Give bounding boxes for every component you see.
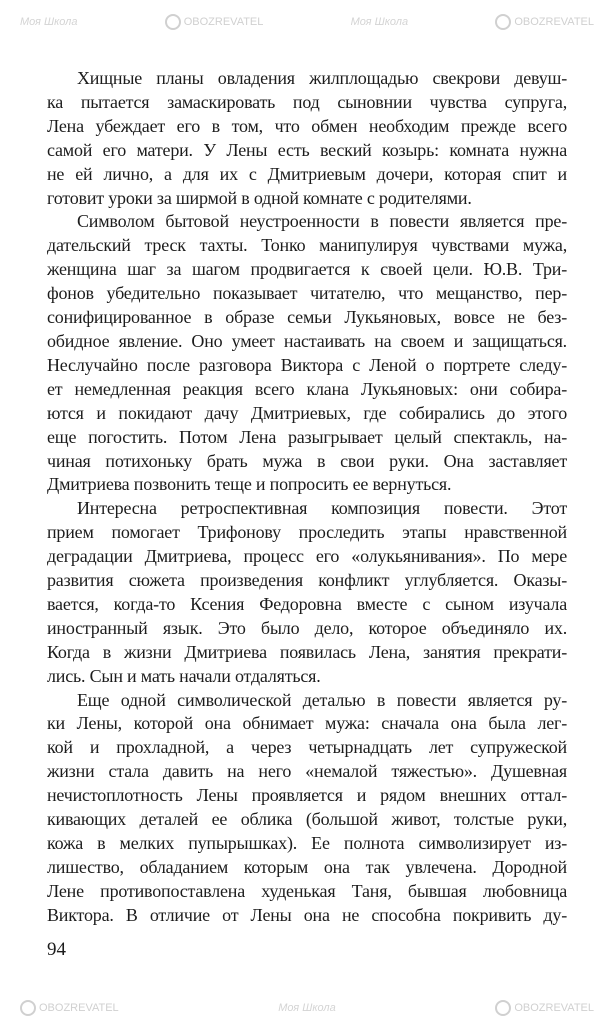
- watermark-partner: OBOZREVATEL: [165, 14, 264, 30]
- text-line: ет немедленная реакция всего клана Лукьяновых: они собира-: [47, 378, 567, 399]
- page-number: 94: [47, 938, 66, 960]
- text-line: кожа в мелких пупырышках). Ее полнота символизирует из-: [47, 833, 567, 853]
- text-line: ки Лены, которой она обнимает мужа: сначала она была лег-: [47, 713, 567, 734]
- text-line: дательский треск тахты. Тонко манипулируя чувствами мужа,: [47, 235, 567, 256]
- text-line: самой его матери. У Лены есть веский козырь: комната нужна: [47, 139, 567, 160]
- paragraph: [47, 497, 567, 688]
- text-line: вается, когда-то Ксения Федоровна вместе с сыном изучала: [47, 593, 567, 614]
- text-line: еще погостить. Потом Лена разыгрывает целый спектакль, на-: [47, 426, 567, 447]
- paragraphs: [47, 67, 567, 928]
- text-line: лись. Сын и мать начали отдаляться.: [47, 665, 321, 686]
- text-line: Неслучайно после разговора Виктора с Леной о портрете следу-: [47, 354, 567, 375]
- text-line: Хищные планы овладения жилплощадью свекрови девуш-: [77, 68, 567, 88]
- text-line: деградации Дмитриева, процесс его «олукьянивания». По мере: [47, 546, 567, 567]
- text-line: Еще одной символической деталью в повести является ру-: [77, 689, 567, 710]
- paragraph: [47, 67, 567, 210]
- text-line: Лена убеждает его в том, что обмен необходим прежде всего: [47, 115, 567, 136]
- text-line: кивающих деталей ее облика (большой живот, толстые руки,: [47, 809, 567, 830]
- text-line: женщина шаг за шагом продвигается к своей цели. Ю.В. Три-: [47, 259, 567, 280]
- paragraph: [47, 210, 567, 497]
- text-line: лишество, обладанием которым она так увлечена. Дородной: [47, 856, 567, 877]
- text-line: чиная потихоньку брать мужа в свои руки. Она заставляет: [47, 450, 567, 471]
- watermark-brand: Моя Школа: [20, 16, 78, 28]
- watermark-partner: OBOZREVATEL: [495, 14, 594, 30]
- paragraph: [47, 689, 567, 928]
- text-line: фонов убедительно показывает читателю, что мещанство, пер-: [47, 283, 567, 304]
- text-line: развития сюжета произведения конфликт углубляется. Оказы-: [47, 570, 567, 591]
- watermark-brand: Моя Школа: [350, 16, 409, 28]
- page-text: [47, 67, 567, 962]
- text-line: сонифицированное в образе семьи Лукьяновых, вовсе не без-: [47, 307, 567, 328]
- text-line: жизни стала давить на него «немалой тяжестью». Душевная: [47, 761, 567, 782]
- text-line: обидное явление. Оно умеет настаивать на своем и защищаться.: [47, 330, 567, 351]
- text-line: Интересна ретроспективная композиция повести. Этот: [77, 498, 567, 519]
- watermark-row-top: [20, 14, 594, 30]
- text-line: Когда в жизни Дмитриева появилась Лена, занятия прекрати-: [47, 641, 567, 662]
- text-line: ка пытается замаскировать под сыновнии чувства супруга,: [47, 91, 567, 112]
- watermark-row-bottom: [20, 1000, 594, 1016]
- text-line: прием помогает Трифонову проследить этапы нравственной: [47, 522, 567, 543]
- watermark-brand: Моя Школа: [278, 1002, 336, 1014]
- watermark-partner: OBOZREVATEL: [20, 1000, 119, 1016]
- text-line: не ей лично, а для их с Дмитриевым дочери, которая спит и: [47, 163, 567, 184]
- text-line: ются и покидают дачу Дмитриевых, где собирались до этого: [47, 402, 567, 423]
- text-line: кой и прохладной, а через четырнадцать лет супружеской: [47, 737, 567, 758]
- text-line: Виктора. В отличие от Лены она не способна покривить ду-: [47, 904, 567, 925]
- text-line: готовит уроки за ширмой в одной комнате с родителями.: [47, 187, 472, 208]
- text-line: нечистоплотность Лены проявляется и рядом внешних оттал-: [47, 785, 567, 806]
- text-line: иностранный язык. Это было дело, которое объединяло их.: [47, 617, 567, 638]
- text-line: Лене противопоставлена худенькая Таня, бывшая любовница: [47, 880, 567, 901]
- text-line: Дмитриева позвонить теще и попросить ее вернуться.: [47, 474, 452, 495]
- watermark-partner: OBOZREVATEL: [495, 1000, 594, 1016]
- text-line: Символом бытовой неустроенности в повести является пре-: [77, 211, 567, 232]
